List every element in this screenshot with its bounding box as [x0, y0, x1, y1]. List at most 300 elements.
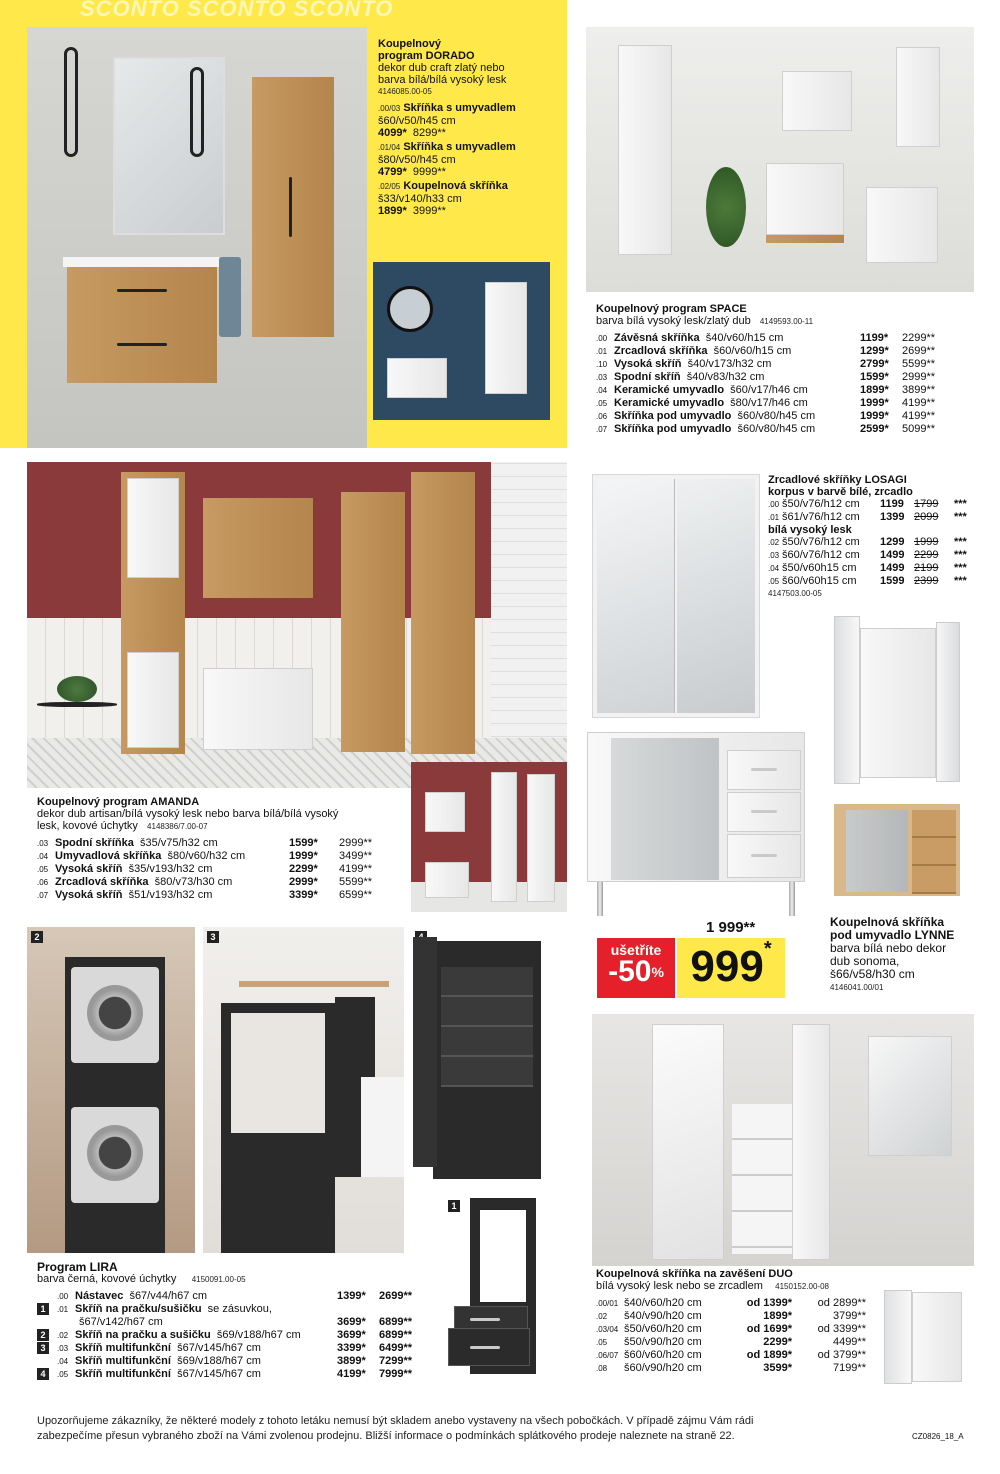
row-price: 1299: [880, 536, 905, 548]
page-code: CZ0826_18_A: [912, 1432, 964, 1441]
lira-text: [37, 1261, 437, 1381]
drawer-handle: [470, 1318, 500, 1321]
row-old-price: 3499**: [339, 850, 373, 862]
row-name: Skříň multifunkční: [75, 1342, 171, 1354]
dorado-title-2: program DORADO: [378, 50, 475, 62]
item-old-price: 8299**: [412, 127, 446, 139]
oak-drawer: [912, 810, 956, 894]
badge-cell: [37, 1329, 57, 1342]
table-row: [37, 1355, 437, 1368]
item-code: .01/04: [378, 143, 401, 152]
row-code: .06/07: [596, 1351, 619, 1360]
drawer-handle: [751, 810, 777, 813]
amanda-desc: dekor dub artisan/bílá vysoký lesk nebo barva bílá/bílá vysoký: [37, 808, 339, 820]
row-dims: š60/v60/h15 cm: [707, 345, 792, 357]
dorado-title: Koupelnový: [378, 38, 441, 50]
row-name: Vysoká skříň: [614, 358, 682, 370]
row-dims: š67/v145/h67 cm: [170, 1342, 261, 1354]
row-name: Keramické umyvadlo: [614, 397, 725, 409]
row-old-price: 1999: [914, 536, 939, 548]
row-product: [55, 837, 289, 850]
plant: [706, 167, 746, 247]
row-name: Vysoká skříň: [55, 863, 123, 875]
dorado-desc-2: barva bílá/bílá vysoký lesk: [378, 74, 507, 86]
table-row: [596, 410, 976, 423]
duo-mirror-cabinet: [868, 1036, 952, 1156]
row-code: .10: [596, 360, 608, 369]
amanda-table: [37, 837, 409, 902]
row-product: [55, 863, 289, 876]
photo-number: 3: [207, 931, 219, 943]
row-old-price: 2199: [914, 562, 939, 574]
row-stars: ***: [954, 536, 967, 548]
round-mirror: [387, 286, 433, 332]
cabinet-interior: [231, 1013, 325, 1133]
row-old-price: 3899**: [902, 384, 936, 396]
row-code: .01: [596, 347, 608, 356]
row-code: .02: [768, 538, 780, 547]
row-price: 2799*: [860, 358, 889, 370]
row-code: .05: [768, 577, 780, 586]
row-code: .08: [596, 1364, 608, 1373]
row-product: [55, 889, 289, 902]
duo-table: [596, 1297, 896, 1375]
row-name: Zrcadlová skříňka: [55, 876, 149, 888]
basin: [63, 257, 219, 267]
row-code: .01: [768, 513, 780, 522]
row-product: [75, 1290, 337, 1303]
losagi-photo: [592, 474, 760, 718]
lira-desc: barva černá, kovové úchytky: [37, 1273, 177, 1285]
row-product: [75, 1355, 337, 1368]
row-code: .02: [596, 1312, 608, 1321]
open-cabinet-body: [860, 628, 936, 778]
row-product: [75, 1342, 337, 1355]
amanda-code: 4148386/7.00-07: [147, 822, 208, 831]
lynne-title-2: pod umyvadlo LYNNE: [830, 928, 955, 942]
row-code: .02: [57, 1331, 69, 1340]
badge-cell: [37, 1368, 57, 1381]
table-row: [596, 1310, 896, 1323]
lira-photo-1: [446, 1198, 546, 1378]
lynne-text: [830, 916, 990, 994]
washer-drum: [87, 985, 143, 1041]
item-dims: š33/v140/h33 cm: [378, 193, 462, 205]
row-name: Spodní skříňka: [55, 837, 134, 849]
amanda-right-tall: [411, 472, 475, 754]
row-old-price: 6899**: [379, 1316, 413, 1328]
losagi-code: 4147503.00-05: [768, 589, 822, 598]
row-price: 1399*: [337, 1290, 366, 1302]
row-price: 3399*: [289, 889, 318, 901]
row-code: .03: [57, 1344, 69, 1353]
row-price: 1299*: [860, 345, 889, 357]
row-code: .00: [596, 334, 608, 343]
row-code: .05: [596, 1338, 608, 1347]
space-vanity: [766, 163, 844, 235]
row-product: [614, 345, 860, 358]
dorado-text: [378, 38, 558, 217]
row-name: Skříň na pračku a sušičku: [75, 1329, 211, 1341]
item-dims: š80/v50/h45 cm: [378, 154, 456, 166]
row-product: [614, 358, 860, 371]
row-dims: š60/v76/h12 cm: [782, 549, 860, 561]
space-table: [596, 332, 976, 436]
inset-vanity: [387, 358, 447, 398]
table-row: [37, 889, 409, 902]
table-row: [37, 863, 409, 876]
open-door: [413, 937, 437, 1167]
row-dims: š80/v17/h46 cm: [724, 397, 808, 409]
row-old-price: 6899**: [379, 1329, 413, 1341]
item-dims: š60/v50/h45 cm: [378, 115, 456, 127]
duo-tall-left: [652, 1024, 724, 1260]
dorado-inset-photo: [373, 262, 550, 420]
row-code: .03: [768, 551, 780, 560]
row-name: Vysoká skříň: [55, 889, 123, 901]
amanda-tall-lower: [127, 652, 179, 748]
row-price: od 1899*: [746, 1349, 792, 1361]
duo-title: Koupelnová skříňka na zavěšení DUO: [596, 1268, 793, 1280]
row-price: od 1699*: [746, 1323, 792, 1335]
row-old-price: 4199**: [339, 863, 373, 875]
row-price: 1199: [880, 498, 904, 510]
inset-right: [527, 774, 555, 902]
table-row: [768, 562, 993, 575]
row-old-price: 7299**: [379, 1355, 413, 1367]
lynne-desc: barva bílá nebo dekor: [830, 941, 947, 955]
amanda-title: Koupelnový program AMANDA: [37, 796, 200, 808]
duo-shelves: [732, 1104, 792, 1254]
row-code: .07: [37, 891, 49, 900]
row-dims: š40/v60/h15 cm: [699, 332, 784, 344]
table-plant: [57, 676, 97, 702]
inset-tall-cabinet: [485, 282, 527, 394]
amanda-right-cabinet: [341, 492, 405, 752]
losagi-title: Zrcadlové skříňky LOSAGI: [768, 474, 907, 486]
row-dims: š40/v90/h20 cm: [624, 1310, 702, 1322]
row-code: .03/04: [596, 1325, 619, 1334]
photo-ref-badge: 4: [37, 1368, 49, 1380]
row-old-price: 1799: [914, 498, 939, 510]
table-row: [596, 358, 976, 371]
row-name: Umyvadlová skříňka: [55, 850, 162, 862]
row-product: [614, 384, 860, 397]
losagi-door-left: [597, 479, 675, 713]
row-stars: ***: [954, 575, 967, 587]
row-code: .00: [57, 1292, 69, 1301]
row-dims: se zásuvkou,: [201, 1303, 272, 1315]
side-table: [37, 702, 117, 707]
row-price: od 1399*: [746, 1297, 792, 1309]
row-dims: š51/v193/h32 cm: [122, 889, 213, 901]
dorado-code: 4146085.00-05: [378, 87, 432, 96]
lynne-price: 999: [690, 942, 764, 991]
row-code: .00/01: [596, 1299, 619, 1308]
row-price: 1899*: [860, 384, 889, 396]
photo-number: 1: [448, 1200, 460, 1212]
row-old-price: 3799**: [832, 1310, 866, 1322]
row-dims: š69/v188/h67 cm: [210, 1329, 301, 1341]
washer-opening: [480, 1210, 526, 1302]
row-old-price: 2299**: [902, 332, 936, 344]
duo-tall-right: [792, 1024, 830, 1260]
row-name: Keramické umyvadlo: [614, 384, 725, 396]
footer-notice-2: zabezpečíme přesun vybraného zboží na Vámi zvolenou prodejnu. Bližší informace o podmínkách splátkového prodeje naleznete na straně 22.: [37, 1430, 735, 1442]
row-product: [614, 410, 860, 423]
row-old-price: 5599**: [902, 358, 936, 370]
amanda-vanity: [203, 668, 313, 750]
row-price: 2599*: [860, 423, 889, 435]
drawer-handle: [117, 343, 167, 346]
item-price: 1899*: [378, 205, 407, 217]
row-code: .05: [596, 399, 608, 408]
row-dims: š60/v80/h45 cm: [731, 423, 816, 435]
row-name: Skříň multifunkční: [75, 1355, 171, 1367]
space-wall-cabinet: [618, 45, 672, 255]
row-stars: ***: [954, 549, 967, 561]
row-dims: š60/v80/h45 cm: [731, 410, 816, 422]
open-door-right: [936, 622, 960, 782]
row-code: .06: [37, 878, 49, 887]
dorado-section: [0, 0, 567, 448]
cabinet-shelves: [441, 967, 533, 1087]
drawer-handle: [117, 289, 167, 292]
row-old-price: 2099: [914, 511, 939, 523]
item-name: Skříňka s umyvadlem: [403, 141, 516, 153]
drawer-handle: [470, 1346, 500, 1349]
losagi-title-2: korpus v barvě bílé, zrcadlo: [768, 486, 913, 498]
item-price: 4099*: [378, 127, 407, 139]
row-old-price: od 3399**: [817, 1323, 866, 1335]
losagi-table-a: [768, 498, 993, 524]
row-product: [75, 1316, 337, 1329]
amanda-inset-photo: [411, 762, 567, 912]
row-code: .06: [596, 412, 608, 421]
lynne-photo: [585, 730, 809, 920]
table-row: [596, 1323, 896, 1336]
lira-code: 4150091.00-05: [191, 1275, 246, 1284]
duo-text: [596, 1268, 896, 1375]
row-product: [614, 397, 860, 410]
lynne-leg: [597, 882, 603, 916]
duo-small-body: [912, 1292, 962, 1382]
item-old-price: 9999**: [412, 166, 446, 178]
photo-number: 2: [31, 931, 43, 943]
photo-ref-badge: 3: [37, 1342, 49, 1354]
row-dims: š40/v60/h20 cm: [624, 1297, 702, 1309]
table-row: [596, 423, 976, 436]
footer: [37, 1414, 937, 1444]
lira-photo-2: [27, 927, 195, 1253]
row-old-price: 4199**: [902, 397, 936, 409]
losagi-open-photo: [832, 612, 964, 786]
lamp-right: [190, 67, 204, 157]
space-desc: barva bílá vysoký lesk/zlatý dub: [596, 315, 751, 327]
row-code: .04: [596, 386, 608, 395]
row-price: 3599*: [763, 1362, 792, 1374]
row-code: .03: [596, 373, 608, 382]
washer: [361, 1077, 404, 1177]
duo-photo: [592, 1014, 974, 1266]
photo-ref-badge: 2: [37, 1329, 49, 1341]
row-price: 1499: [880, 562, 905, 574]
row-old-price: 2699**: [902, 345, 936, 357]
row-old-price: 7999**: [379, 1368, 413, 1380]
tall-handle: [289, 177, 292, 237]
table-row: [768, 536, 993, 549]
row-price: 2299*: [289, 863, 318, 875]
space-low-cabinet: [866, 187, 938, 263]
lira-title: Program LIRA: [37, 1260, 118, 1274]
lamp-left: [64, 47, 78, 157]
wall-shelf: [239, 981, 389, 987]
row-dims: š50/v60h15 cm: [782, 562, 857, 574]
space-vanity-legs: [766, 235, 844, 243]
row-dims: š60/v90/h20 cm: [624, 1362, 702, 1374]
row-old-price: 2999**: [339, 837, 373, 849]
row-price: 1599*: [860, 371, 889, 383]
space-top-cabinet: [896, 47, 940, 147]
dorado-item: [378, 102, 558, 139]
dorado-photo: [27, 27, 367, 448]
inset-tall: [491, 772, 517, 902]
row-product: [75, 1329, 337, 1342]
row-name: Skříňka pod umyvadlo: [614, 423, 732, 435]
amanda-photo: [27, 462, 567, 788]
row-product: [75, 1303, 337, 1316]
row-dims: š40/v83/h32 cm: [680, 371, 765, 383]
badge-cell: [37, 1303, 57, 1316]
table-row: [37, 1290, 437, 1303]
row-dims: š60/v17/h46 cm: [724, 384, 808, 396]
row-code: .04: [37, 852, 49, 861]
table-row: [37, 850, 409, 863]
losagi-table-b: [768, 536, 993, 588]
row-name: Závěsná skříňka: [614, 332, 700, 344]
table-row: [596, 371, 976, 384]
table-row: [596, 1362, 896, 1375]
table-row: [37, 1368, 437, 1381]
row-name: Spodní skříň: [614, 371, 681, 383]
row-dims: š50/v76/h12 cm: [782, 536, 860, 548]
row-product: [614, 423, 860, 436]
item-old-price: 3999**: [412, 205, 446, 217]
row-price: 1999*: [289, 850, 318, 862]
towel: [219, 257, 241, 337]
table-row: [596, 1336, 896, 1349]
row-code: .05: [57, 1370, 69, 1379]
lira-photo-3: [203, 927, 404, 1253]
row-price: 4199*: [337, 1368, 366, 1380]
table-row: [596, 384, 976, 397]
footer-notice: Upozorňujeme zákazníky, že některé modely z tohoto letáku nemusí být skladem anebo vystaveny na všech pobočkách. V případě zájmu Vám rádi: [37, 1415, 754, 1427]
space-code: 4149593.00-11: [759, 317, 814, 326]
photo-ref-badge: 1: [37, 1303, 49, 1315]
row-old-price: od 2899**: [817, 1297, 866, 1309]
duo-small-photo: [880, 1286, 966, 1386]
drawer-handle: [751, 768, 777, 771]
row-code: .05: [37, 865, 49, 874]
row-dims: š50/v76/h12 cm: [782, 498, 860, 510]
lira-photo-4: [411, 927, 567, 1183]
row-dims: š35/v193/h32 cm: [122, 863, 213, 875]
row-code: .03: [37, 839, 49, 848]
percent-sign: %: [651, 964, 664, 980]
losagi-text: [768, 474, 993, 600]
table-row: [768, 549, 993, 562]
table-row: [37, 837, 409, 850]
duo-code: 4150152.00-08: [775, 1282, 829, 1291]
save-percent: -50: [608, 955, 652, 988]
vanity-cabinet: [67, 263, 217, 383]
row-name: Zrcadlová skříňka: [614, 345, 708, 357]
row-price: 3699*: [337, 1329, 366, 1341]
row-price: 2999*: [289, 876, 318, 888]
item-code: .02/05: [378, 182, 401, 191]
row-old-price: 2999**: [902, 371, 936, 383]
duo-small-door: [884, 1290, 912, 1384]
row-dims: š80/v73/h30 cm: [148, 876, 233, 888]
row-name: Skříň na pračku/sušičku: [75, 1303, 202, 1315]
row-product: [55, 850, 289, 863]
dorado-item: [378, 180, 558, 217]
save-label: ušetříte: [610, 942, 662, 958]
losagi-title-3: bílá vysoký lesk: [768, 524, 852, 536]
row-old-price: 5099**: [902, 423, 936, 435]
oak-door: [846, 810, 908, 892]
row-old-price: 2699**: [379, 1290, 413, 1302]
row-stars: ***: [954, 562, 967, 574]
row-price: 1199*: [860, 332, 889, 344]
row-price: 1899*: [763, 1310, 792, 1322]
lira-table: [37, 1290, 437, 1381]
table-row: [37, 876, 409, 889]
price-star: *: [763, 938, 772, 960]
row-product: [75, 1368, 337, 1381]
row-name: Nástavec: [75, 1290, 124, 1302]
table-row: [768, 575, 993, 588]
tall-cabinet: [252, 77, 334, 337]
row-price: 3399*: [337, 1342, 366, 1354]
washer-drum: [87, 1125, 143, 1181]
row-old-price: 2299: [914, 549, 939, 561]
losagi-door-right: [677, 479, 755, 713]
table-row: [768, 498, 993, 511]
open-door-left: [834, 616, 860, 784]
amanda-desc-2: lesk, kovové úchytky: [37, 820, 138, 832]
inset-mirror: [425, 792, 465, 832]
space-photo: [586, 27, 974, 292]
row-old-price: 4499**: [832, 1336, 866, 1348]
table-row: [596, 345, 976, 358]
row-product: [55, 876, 289, 889]
row-price: 3699*: [337, 1316, 366, 1328]
row-old-price: 7199**: [832, 1362, 866, 1374]
item-name: Koupelnová skříňka: [403, 180, 508, 192]
sconto-watermark: SCONTO SCONTO SCONTO: [80, 0, 394, 21]
amanda-tall-doors: [127, 478, 179, 578]
lynne-door: [611, 738, 719, 880]
row-old-price: od 3799**: [817, 1349, 866, 1361]
row-product: [614, 371, 860, 384]
badge-cell: [37, 1342, 57, 1355]
item-code: .00/03: [378, 104, 401, 113]
row-dims: š69/v188/h67 cm: [170, 1355, 261, 1367]
table-row: [596, 397, 976, 410]
row-stars: ***: [954, 498, 967, 510]
space-title: Koupelnový program SPACE: [596, 303, 747, 315]
